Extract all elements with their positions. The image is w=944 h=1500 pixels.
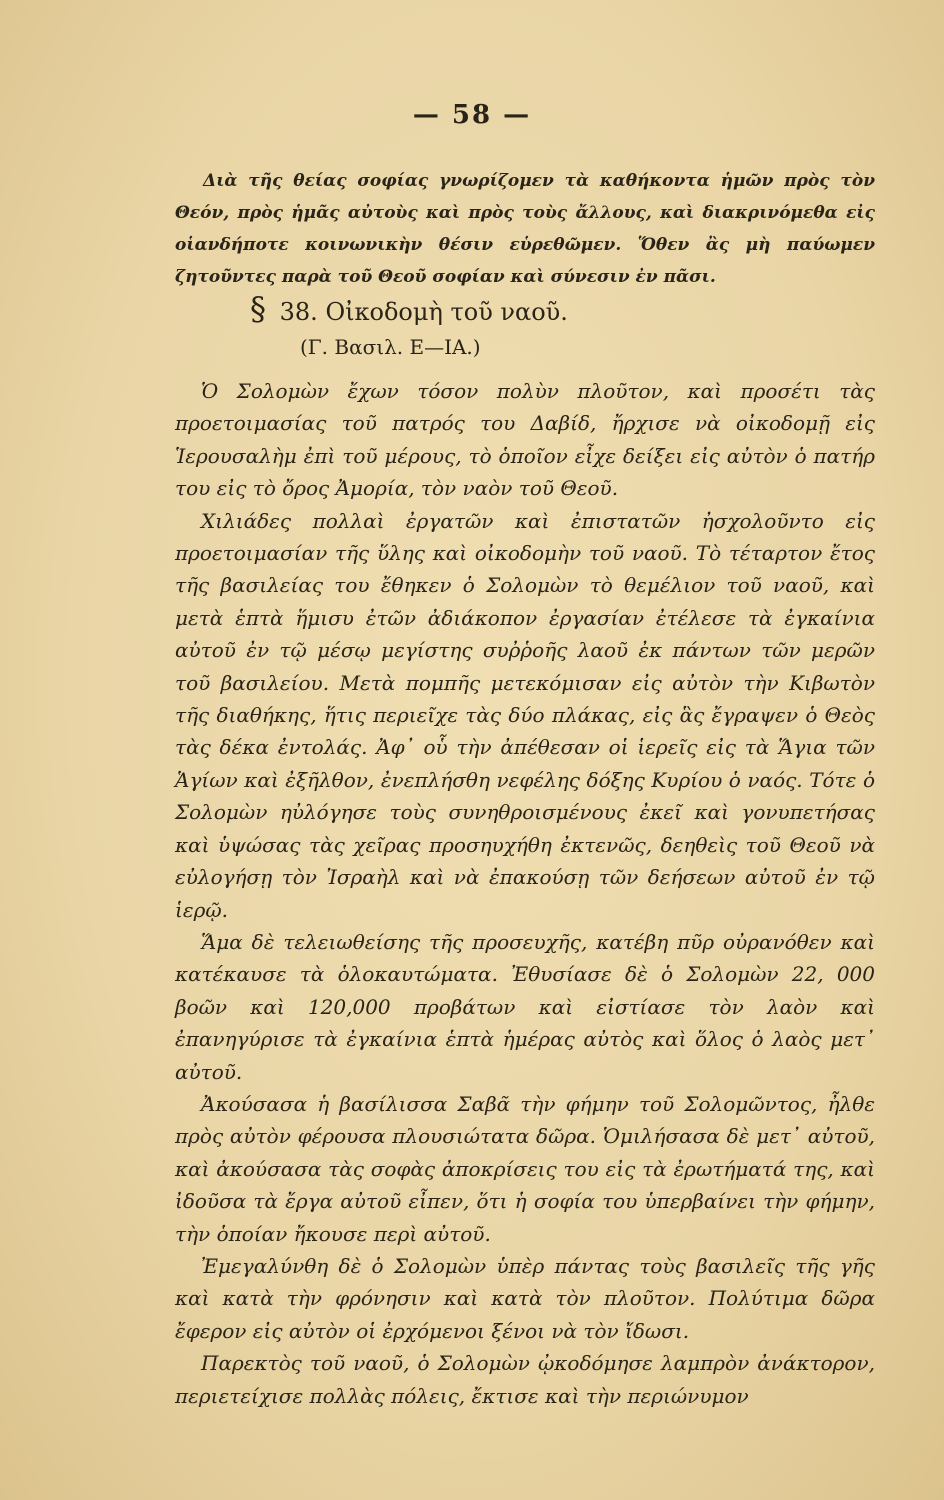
paragraph-2: Χιλιάδες πολλαὶ ἐργατῶν καὶ ἐπιστατῶν ἠσχολοῦντο εἰς προετοιμασίαν τῆς ὕλης καὶ οἰκοδομὴν τοῦ ναοῦ. Τὸ τέταρτον ἔτος τῆς βασιλείας του ἔθηκεν ὁ Σολομὼν τὸ θεμέλιον τοῦ ναοῦ, καὶ μετὰ ἑπτὰ ἥμισυ ἐτῶν ἀδιάκοπον ἐργασίαν ἐτέλεσε τὰ ἐγκαίνια αὐτοῦ ἐν τῷ μέσῳ μεγίστης συῤῥοῆς λαοῦ ἐκ πάντων τῶν μερῶν τοῦ βασιλείου. Μετὰ πομπῆς μετεκόμισαν εἰς αὐτὸν τὴν Κιβωτὸν τῆς διαθήκης, ἥτις περιεῖχε τὰς δύο πλάκας, εἰς ἃς ἔγραψεν ὁ Θεὸς τὰς δέκα ἐντολάς. Ἀφ᾿ οὗ τὴν ἀπέθεσαν οἱ ἱερεῖς εἰς τὰ Ἅγια τῶν Ἁγίων καὶ ἐξῆλθον, ἐνεπλήσθη νεφέλης δόξης Κυρίου ὁ ναός. Τότε ὁ Σολομὼν ηὐλόγησε τοὺς συνηθροισμένους ἐκεῖ καὶ γονυπετήσας καὶ ὑψώσας τὰς χεῖρας προσηυχήθη ἐκτενῶς, δεηθεὶς τοῦ Θεοῦ νὰ εὐλογήσῃ τὸν Ἰσραὴλ καὶ νὰ ἐπακούσῃ τῶν δεήσεων αὐτοῦ ἐν τῷ ἱερῷ. bbox=[175, 508, 875, 922]
paragraph-4: Ἀκούσασα ἡ βασίλισσα Σαβᾶ τὴν φήμην τοῦ Σολομῶντος, ἦλθε πρὸς αὐτὸν φέρουσα πλουσιώτατα δῶρα. Ὁμιλήσασα δὲ μετ᾿ αὐτοῦ, καὶ ἀκούσασα τὰς σοφὰς ἀποκρίσεις του εἰς τὰ ἐρωτήματά της, καὶ ἰδοῦσα τὰ ἔργα αὐτοῦ εἶπεν, ὅτι ἡ σοφία του ὑπερβαίνει τὴν φήμην, τὴν ὁποίαν ἤκουσε περὶ αὐτοῦ. bbox=[175, 1091, 875, 1246]
intro-paragraph: Διὰ τῆς θείας σοφίας γνωρίζομεν τὰ καθήκοντα ἡμῶν πρὸς τὸν Θεόν, πρὸς ἡμᾶς αὐτοὺς καὶ πρὸς τοὺς ἄλλους, καὶ διακρινόμεθα εἰς οἱανδήποτε κοινωνικὴν θέσιν εὑρεθῶμεν. Ὅθεν ἂς μὴ παύωμεν ζητοῦντες παρὰ τοῦ Θεοῦ σοφίαν καὶ σύνεσιν ἐν πᾶσι. bbox=[175, 171, 875, 287]
paragraph-3: Ἅμα δὲ τελειωθείσης τῆς προσευχῆς, κατέβη πῦρ οὐρανόθεν καὶ κατέκαυσε τὰ ὁλοκαυτώματα. Ἐθυσίασε δὲ ὁ Σολομὼν 22, 000 βοῶν καὶ 120,000 προβάτων καὶ εἰστίασε τὸν λαὸν καὶ ἐπανηγύρισε τὰ ἐγκαίνια ἑπτὰ ἡμέρας αὐτὸς καὶ ὅλος ὁ λαὸς μετ᾿ αὐτοῦ. bbox=[175, 929, 875, 1084]
paragraph-6: Παρεκτὸς τοῦ ναοῦ, ὁ Σολομὼν ᾠκοδόμησε λαμπρὸν ἀνάκτορον, περιετείχισε πολλὰς πόλεις, ἔκτισε καὶ τὴν περιώνυμον bbox=[175, 1351, 875, 1408]
section-title: 38. Οἰκοδομὴ τοῦ ναοῦ. bbox=[279, 298, 568, 326]
paragraph-1: Ὁ Σολομὼν ἔχων τόσον πολὺν πλοῦτον, καὶ προσέτι τὰς προετοιμασίας τοῦ πατρός του Δαβίδ, ἤρχισε νὰ οἰκοδομῇ εἰς Ἱερουσαλὴμ ἐπὶ τοῦ μέρους, τὸ ὁποῖον εἶχε δείξει εἰς αὐτὸν ὁ πατήρ του εἰς τὸ ὄρος Ἀμορία, τὸν ναὸν τοῦ Θεοῦ. bbox=[175, 379, 875, 501]
page-number: — 58 — bbox=[412, 100, 532, 130]
scripture-reference: (Γ. Βασιλ. Ε—ΙΑ.) bbox=[300, 335, 481, 359]
paragraph-5: Ἐμεγαλύνθη δὲ ὁ Σολομὼν ὑπὲρ πάντας τοὺς βασιλεῖς τῆς γῆς καὶ κατὰ τὴν φρόνησιν καὶ κατὰ τὸν πλοῦτον. Πολύτιμα δῶρα ἔφερον εἰς αὐτὸν οἱ ἐρχόμενοι ξένοι νὰ τὸν ἴδωσι. bbox=[175, 1253, 875, 1343]
body-text bbox=[175, 375, 875, 1412]
section-symbol: § bbox=[250, 290, 266, 328]
section-heading bbox=[250, 290, 568, 328]
